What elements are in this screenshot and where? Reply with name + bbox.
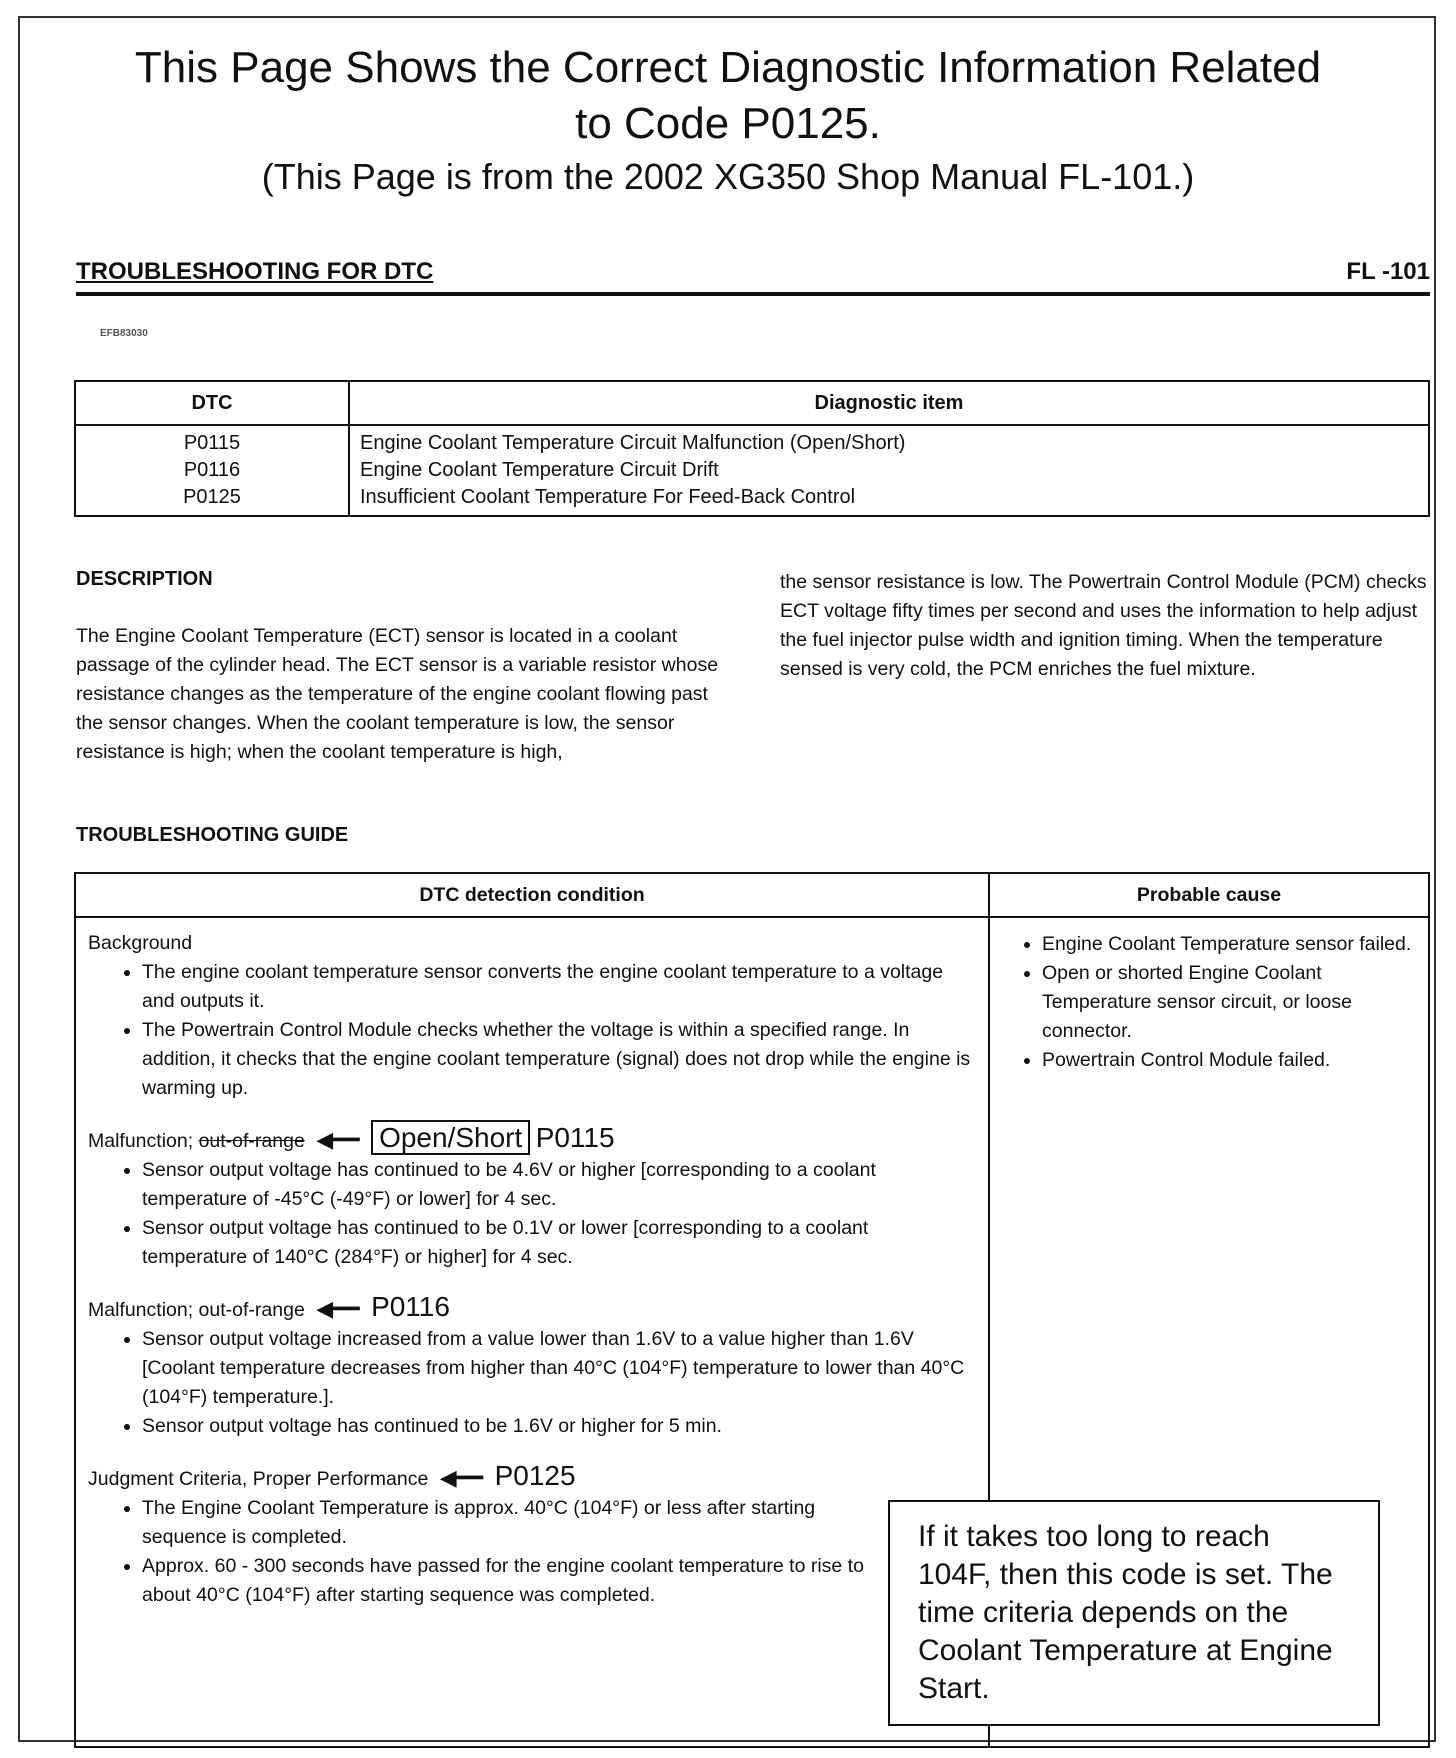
- judgment-list: [88, 1494, 902, 1610]
- code-annotation: P0125: [494, 1460, 576, 1491]
- description-text-left: The Engine Coolant Temperature (ECT) sensor is located in a coolant passage of the cylinder head. The ECT sensor is a variable resistor whose resistance changes as the temperature of the engine coolant flowing past the sensor changes. When the coolant temperature is low, the sensor resistance is high; when the coolant temperature is high,: [76, 625, 719, 763]
- malfunction2-list: [88, 1325, 976, 1441]
- description-text-right: the sensor resistance is low. The Powertrain Control Module (PCM) checks ECT voltage fifty times per second and uses the information to help adjust the fuel injector pulse width and ignition timing. When the temperature sensed is very cold, the PCM enriches the fuel mixture.: [780, 571, 1427, 680]
- background-title: Background: [88, 932, 193, 954]
- list-item: • The engine coolant temperature sensor converts the engine coolant temperature to a voltage and outputs it.: [142, 958, 976, 1016]
- dtc-item: Engine Coolant Temperature Circuit Drift: [360, 459, 719, 481]
- list-item: • Powertrain Control Module failed.: [1042, 1046, 1414, 1075]
- arrow-left-icon: ◀━━: [316, 1127, 360, 1152]
- dtc-code: P0115: [183, 432, 241, 454]
- judgment-label: Judgment Criteria, Proper Performance: [88, 1468, 429, 1490]
- list-item: • Approx. 60 - 300 seconds have passed for the engine coolant temperature to rise to about 40°C (104°F) after starting sequence was completed.: [142, 1552, 902, 1610]
- struck-out-text: out-of-range: [198, 1130, 305, 1152]
- troubleshooting-guide-heading: TROUBLESHOOTING GUIDE: [76, 824, 349, 846]
- code-annotation: P0115: [535, 1122, 615, 1153]
- page-subtitle: (This Page is from the 2002 XG350 Shop Manual FL-101.): [261, 156, 1195, 197]
- background-list: [88, 958, 976, 1103]
- list-item: • The Engine Coolant Temperature is approx. 40°C (104°F) or less after starting sequence is completed.: [142, 1494, 902, 1552]
- detection-condition-cell: [75, 917, 989, 1747]
- guide-header-condition: DTC detection condition: [75, 873, 989, 917]
- document-code: EFB83030: [100, 328, 148, 339]
- malfunction1-list: [88, 1156, 976, 1272]
- dtc-header-item: Diagnostic item: [349, 381, 1429, 425]
- page-title-line1: This Page Shows the Correct Diagnostic Information Related: [134, 43, 1322, 92]
- malfunction1-title: [88, 1123, 976, 1156]
- malfunction2-title: [88, 1292, 976, 1325]
- list-item: • Sensor output voltage has continued to be 4.6V or higher [corresponding to a coolant temperature of -45°C (-49°F) or lower] for 4 sec.: [142, 1156, 976, 1214]
- list-item: • Sensor output voltage has continued to be 1.6V or higher for 5 min.: [142, 1412, 976, 1441]
- judgment-title: [88, 1461, 976, 1494]
- page-reference: FL -101: [1346, 258, 1430, 285]
- page-title-line2: to Code P0125.: [575, 99, 881, 148]
- guide-header-cause: Probable cause: [989, 873, 1429, 917]
- malfunction1-label: Malfunction;: [88, 1130, 194, 1152]
- guide-table-header: [75, 873, 1429, 917]
- list-item: • Sensor output voltage increased from a value lower than 1.6V to a value higher than 1.6V [Coolant temperature decreases from higher than 40°C (104°F) temperature to lower than 40°C (104°F) temperature.].: [142, 1325, 976, 1412]
- section-title: TROUBLESHOOTING FOR DTC: [76, 258, 434, 285]
- dtc-items-cell: [349, 425, 1429, 516]
- dtc-codes-cell: [75, 425, 349, 516]
- dtc-item: Insufficient Coolant Temperature For Feed-Back Control: [360, 486, 856, 508]
- list-item: • Engine Coolant Temperature sensor failed.: [1042, 930, 1414, 959]
- arrow-left-icon: ◀━━: [316, 1296, 360, 1321]
- dtc-table-row: [75, 425, 1429, 516]
- dtc-item: Engine Coolant Temperature Circuit Malfunction (Open/Short): [360, 432, 906, 454]
- list-item: • The Powertrain Control Module checks whether the voltage is within a specified range. In addition, it checks that the engine coolant temperature (signal) does not drop while the engine is warming up.: [142, 1016, 976, 1103]
- dtc-header-code: DTC: [75, 381, 349, 425]
- dtc-table: [74, 380, 1430, 517]
- description-heading: DESCRIPTION: [76, 568, 213, 590]
- annotation-note-box: If it takes too long to reach 104F, then this code is set. The time criteria depends on the Coolant Temperature at Engine Start.: [888, 1500, 1380, 1726]
- cause-list: [1004, 930, 1414, 1075]
- list-item: • Sensor output voltage has continued to be 0.1V or lower [corresponding to a coolant temperature of 140°C (284°F) or higher] for 4 sec.: [142, 1214, 976, 1272]
- dtc-table-header: [75, 381, 1429, 425]
- list-item: • Open or shorted Engine Coolant Temperature sensor circuit, or loose connector.: [1042, 959, 1414, 1046]
- code-annotation: P0116: [371, 1291, 450, 1322]
- malfunction2-label: Malfunction; out-of-range: [88, 1299, 305, 1321]
- section-rule: [76, 292, 1430, 296]
- open-short-annotation: Open/Short: [371, 1120, 530, 1155]
- dtc-code: P0116: [183, 459, 241, 481]
- arrow-left-icon: ◀━━: [439, 1465, 484, 1490]
- dtc-code: P0125: [183, 486, 241, 508]
